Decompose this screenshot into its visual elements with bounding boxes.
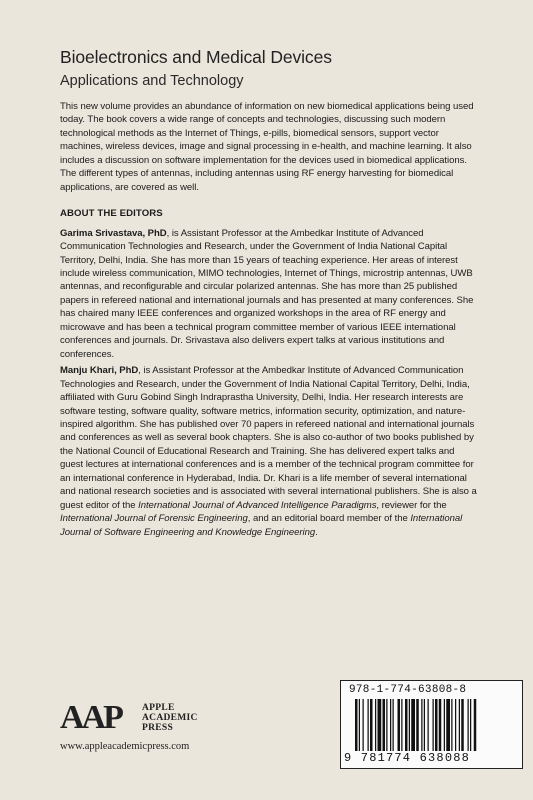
barcode-bar [470,699,471,751]
barcode-bar [390,699,391,751]
barcode-bar [421,699,422,751]
barcode-bar [383,699,386,751]
about-editors-heading: ABOUT THE EDITORS [60,208,163,220]
barcode-bar [446,699,450,751]
publisher-logo-line: APPLE [142,703,175,713]
editor-bio-text-2d: . [315,526,318,538]
publisher-website: www.appleacademicpress.com [60,741,190,752]
barcode-bar [455,699,456,751]
editor-bio-text-1: , is Assistant Professor at the Ambedkar Institute of Advanced Communication Technologies and Research, under the Government of India National Capital Territory, Delhi, India. She has more than 15 years of teaching experience. Her areas of interest include wireless communication, MIMO technologies, Internet of Things, microstrip antennas, UWB antennas, and reconfigurable and circular polarized antennas. She has more than 25 published papers in refereed national and international journals and has presented at many conferences. She has chaired many IEEE conferences and organized workshops in the area of RF energy and microwave and has been a technical program committee member of various IEEE international conferences and journals. Dr. Srivastava also delivers expert talks at various institutions and conferences. [60,227,474,360]
isbn-digits: 9 781774 638088 [344,751,471,765]
barcode-bar [368,699,369,751]
barcode-bar [405,699,408,751]
editor-bio-1 [60,227,480,362]
barcode-bar [363,699,364,751]
barcode-bar [435,699,438,751]
barcode-bar [428,699,429,751]
editor-bio-2 [60,364,480,539]
barcode-bar [424,699,425,751]
book-subtitle: Applications and Technology [60,73,244,89]
barcode-bar [398,699,401,751]
barcode-bar [459,699,460,751]
isbn-barcode [340,680,523,769]
editor-name-2: Manju Khari, PhD [60,365,139,377]
barcode-bar [468,699,469,751]
editor-bio-text-2b: , reviewer for the [376,499,447,511]
barcode-bar [386,699,387,751]
barcode-bar [355,699,358,751]
barcode-bar [451,699,452,751]
book-title: Bioelectronics and Medical Devices [60,47,332,67]
publisher-logo-letters: AAP [60,699,121,736]
barcode-bar [375,699,376,751]
publisher-logo [60,700,210,740]
barcode-bar [439,699,442,751]
barcode-bars [355,699,515,751]
journal-name-2: International Journal of Forensic Engineering [60,513,248,525]
editor-bio-text-2c: , and an editorial board member of the [247,513,411,525]
publisher-logo-line: ACADEMIC [142,713,198,723]
isbn-text: 978-1-774-63808-8 [349,684,467,696]
editor-bio-text-2: , is Assistant Professor at the Ambedkar Institute of Advanced Communication Technologies and Research, under the Government of India National Capital Territory, Delhi, India, affiliated with Guru Gobind Singh Indraprastha University, Delhi, India. Her research interests are software testing, software quality, software metrics, information security, optimization, and nature-inspired algorithm. She has published over 70 papers in refereed national and international journals and conferences as well as several book chapters. She is also co-author of two books published by the National Council of Educational Research and Training. She has delivered expert talks and guest lectures at international conferences and is a member of the technical program committee for an international conference in Hyderabad, India. Dr. Khari is a life member of several international and national research societies and is associated with several international publishers. She is also a guest editor of the [60,365,477,511]
editor-name-1: Garima Srivastava, PhD [60,227,167,239]
book-description: This new volume provides an abundance of information on new biomedical applications being used today. The book covers a wide range of concepts and technologies, discussing such modern technological methods as the Internet of Things, e-pills, biomedical sensors, support vector machines, wireless devices, image and signal processing in e-health, and machine learning. It also includes a discussion on software implementation for the devices used in biomedical applications. The different types of antennas, including antennas using RF energy harvesting for biomedical applications, are covered as well. [60,101,474,193]
barcode-bar [393,699,394,751]
barcode-bar [378,699,382,751]
barcode-bar [444,699,445,751]
barcode-bar [474,699,477,751]
cover-text [60,100,480,539]
barcode-bar [461,699,464,751]
barcode-bar [433,699,434,751]
barcode-bar [411,699,415,751]
barcode-bar [409,699,410,751]
publisher-logo-name [142,703,198,733]
journal-name-1: International Journal of Advanced Intelligence Paradigms [138,499,377,511]
barcode-bar [416,699,419,751]
journal-name-3: International Journal of Software Engineering and Knowledge Engineering [60,513,463,538]
barcode-bar [359,699,360,751]
publisher-logo-line: PRESS [142,723,174,733]
barcode-bar [401,699,402,751]
barcode-bar [370,699,373,751]
